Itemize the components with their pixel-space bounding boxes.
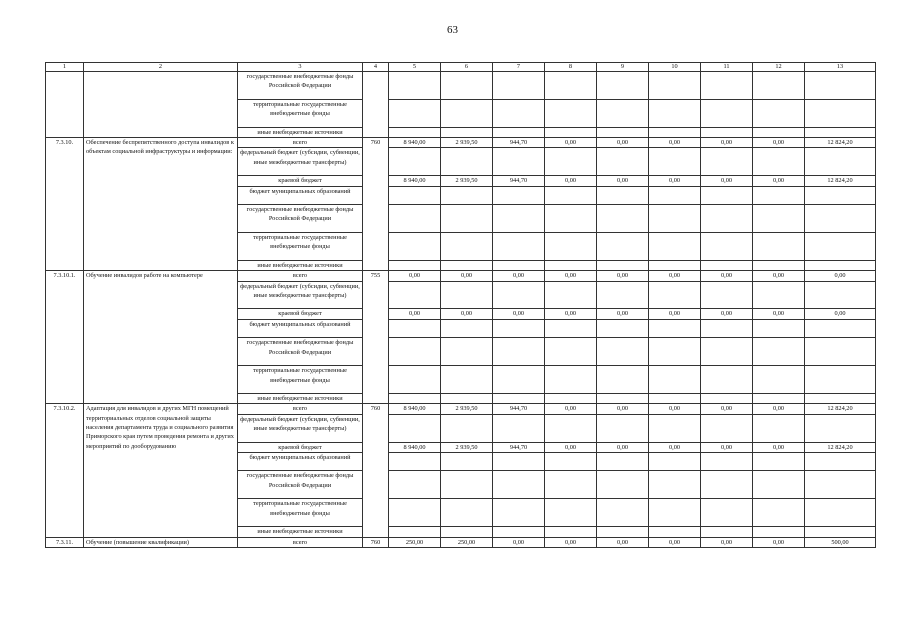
- amount-cell: [545, 99, 597, 127]
- amount-cell: 0,00: [805, 271, 876, 281]
- amount-cell: [545, 366, 597, 394]
- amount-cell: [701, 366, 753, 394]
- amount-cell: [597, 281, 649, 309]
- column-header: 5: [389, 63, 441, 72]
- funding-source: краевой бюджет: [238, 442, 363, 452]
- funding-source: краевой бюджет: [238, 309, 363, 319]
- amount-cell: 8 940,00: [389, 442, 441, 452]
- amount-cell: [805, 338, 876, 366]
- row-code: 7.3.10.: [46, 138, 84, 271]
- amount-cell: [805, 366, 876, 394]
- amount-cell: [805, 148, 876, 176]
- row-column-4: [363, 72, 389, 138]
- table-body: [46, 72, 876, 548]
- amount-cell: [545, 260, 597, 270]
- amount-cell: [701, 452, 753, 471]
- column-header: 12: [753, 63, 805, 72]
- amount-cell: [701, 72, 753, 100]
- amount-cell: [493, 72, 545, 100]
- amount-cell: 0,00: [701, 404, 753, 414]
- amount-cell: 0,00: [701, 176, 753, 186]
- amount-cell: [545, 338, 597, 366]
- amount-cell: 0,00: [493, 537, 545, 547]
- amount-cell: [493, 338, 545, 366]
- amount-cell: [597, 148, 649, 176]
- amount-cell: [597, 414, 649, 442]
- amount-cell: [649, 233, 701, 261]
- amount-cell: [389, 499, 441, 527]
- amount-cell: [753, 366, 805, 394]
- amount-cell: [805, 499, 876, 527]
- funding-source: иные внебюджетные источники: [238, 260, 363, 270]
- amount-cell: [649, 471, 701, 499]
- amount-cell: 0,00: [597, 309, 649, 319]
- funding-source: иные внебюджетные источники: [238, 127, 363, 137]
- amount-cell: [649, 319, 701, 338]
- amount-cell: [493, 414, 545, 442]
- amount-cell: 0,00: [649, 404, 701, 414]
- row-column-4: 755: [363, 271, 389, 404]
- column-header: 3: [238, 63, 363, 72]
- budget-table: [45, 62, 876, 548]
- funding-source: территориальные государственные внебюджетные фонды: [238, 499, 363, 527]
- funding-source: федеральный бюджет (субсидии, субвенции, иные межбюджетные трансферты): [238, 148, 363, 176]
- funding-source: государственные внебюджетные фонды Российской Федерации: [238, 338, 363, 366]
- row-column-4: 760: [363, 138, 389, 271]
- amount-cell: 8 940,00: [389, 404, 441, 414]
- amount-cell: [753, 471, 805, 499]
- funding-source: федеральный бюджет (субсидии, субвенции, иные межбюджетные трансферты): [238, 281, 363, 309]
- column-header: 13: [805, 63, 876, 72]
- table-row: [46, 404, 876, 414]
- amount-cell: [389, 414, 441, 442]
- amount-cell: 12 824,20: [805, 138, 876, 148]
- amount-cell: [649, 281, 701, 309]
- amount-cell: [545, 471, 597, 499]
- amount-cell: [441, 366, 493, 394]
- amount-cell: [493, 233, 545, 261]
- amount-cell: [597, 499, 649, 527]
- amount-cell: [701, 527, 753, 537]
- amount-cell: [649, 499, 701, 527]
- amount-cell: [649, 99, 701, 127]
- amount-cell: [701, 414, 753, 442]
- amount-cell: 0,00: [597, 442, 649, 452]
- amount-cell: [805, 233, 876, 261]
- amount-cell: 0,00: [545, 404, 597, 414]
- amount-cell: 0,00: [649, 309, 701, 319]
- amount-cell: 0,00: [649, 176, 701, 186]
- amount-cell: [701, 148, 753, 176]
- column-header: 11: [701, 63, 753, 72]
- amount-cell: 500,00: [805, 537, 876, 547]
- amount-cell: [389, 127, 441, 137]
- amount-cell: 2 939,50: [441, 404, 493, 414]
- amount-cell: [545, 499, 597, 527]
- row-code: 7.3.11.: [46, 537, 84, 547]
- amount-cell: [493, 127, 545, 137]
- amount-cell: [701, 499, 753, 527]
- amount-cell: [545, 281, 597, 309]
- amount-cell: [753, 127, 805, 137]
- funding-source: государственные внебюджетные фонды Российской Федерации: [238, 72, 363, 100]
- amount-cell: [545, 414, 597, 442]
- amount-cell: 12 824,20: [805, 442, 876, 452]
- amount-cell: 0,00: [649, 442, 701, 452]
- row-column-4: 760: [363, 537, 389, 547]
- amount-cell: [805, 394, 876, 404]
- amount-cell: [753, 394, 805, 404]
- amount-cell: [545, 148, 597, 176]
- funding-source: территориальные государственные внебюджетные фонды: [238, 233, 363, 261]
- amount-cell: 0,00: [493, 271, 545, 281]
- amount-cell: 2 939,50: [441, 138, 493, 148]
- amount-cell: 0,00: [649, 138, 701, 148]
- amount-cell: 0,00: [545, 138, 597, 148]
- amount-cell: [649, 205, 701, 233]
- amount-cell: [441, 499, 493, 527]
- amount-cell: 0,00: [441, 271, 493, 281]
- amount-cell: [493, 394, 545, 404]
- amount-cell: [701, 186, 753, 205]
- table-row: [46, 138, 876, 148]
- amount-cell: [545, 127, 597, 137]
- amount-cell: 0,00: [753, 309, 805, 319]
- funding-source: бюджет муниципальных образований: [238, 186, 363, 205]
- amount-cell: [389, 471, 441, 499]
- amount-cell: [545, 452, 597, 471]
- table-row: [46, 537, 876, 547]
- amount-cell: 0,00: [753, 176, 805, 186]
- amount-cell: 12 824,20: [805, 404, 876, 414]
- amount-cell: [649, 148, 701, 176]
- amount-cell: [493, 319, 545, 338]
- amount-cell: [649, 260, 701, 270]
- amount-cell: 2 939,50: [441, 442, 493, 452]
- amount-cell: [701, 281, 753, 309]
- amount-cell: [805, 527, 876, 537]
- funding-source: всего: [238, 271, 363, 281]
- amount-cell: [753, 414, 805, 442]
- row-name: Обучение (повышение квалификации): [84, 537, 238, 547]
- amount-cell: [493, 471, 545, 499]
- amount-cell: [389, 260, 441, 270]
- amount-cell: [805, 471, 876, 499]
- amount-cell: [545, 233, 597, 261]
- amount-cell: [597, 319, 649, 338]
- amount-cell: [649, 394, 701, 404]
- funding-source: всего: [238, 404, 363, 414]
- amount-cell: [649, 72, 701, 100]
- funding-source: федеральный бюджет (субсидии, субвенции, иные межбюджетные трансферты): [238, 414, 363, 442]
- amount-cell: [805, 186, 876, 205]
- column-number-row: [46, 63, 876, 72]
- amount-cell: [389, 72, 441, 100]
- column-header: 9: [597, 63, 649, 72]
- amount-cell: [597, 99, 649, 127]
- amount-cell: [545, 72, 597, 100]
- amount-cell: 0,00: [597, 404, 649, 414]
- amount-cell: [753, 499, 805, 527]
- row-code: [46, 72, 84, 138]
- amount-cell: [649, 127, 701, 137]
- amount-cell: [441, 72, 493, 100]
- amount-cell: 944,70: [493, 138, 545, 148]
- amount-cell: 0,00: [597, 271, 649, 281]
- amount-cell: [597, 366, 649, 394]
- amount-cell: [545, 205, 597, 233]
- amount-cell: [753, 148, 805, 176]
- amount-cell: 0,00: [753, 271, 805, 281]
- amount-cell: 0,00: [753, 442, 805, 452]
- amount-cell: [753, 338, 805, 366]
- amount-cell: [805, 99, 876, 127]
- amount-cell: [753, 205, 805, 233]
- amount-cell: [441, 127, 493, 137]
- amount-cell: [805, 281, 876, 309]
- amount-cell: [545, 319, 597, 338]
- amount-cell: 0,00: [701, 309, 753, 319]
- funding-source: краевой бюджет: [238, 176, 363, 186]
- amount-cell: [701, 127, 753, 137]
- row-column-4: 760: [363, 404, 389, 537]
- amount-cell: [389, 148, 441, 176]
- amount-cell: [441, 205, 493, 233]
- amount-cell: [493, 527, 545, 537]
- amount-cell: [649, 338, 701, 366]
- funding-source: бюджет муниципальных образований: [238, 319, 363, 338]
- amount-cell: 0,00: [753, 138, 805, 148]
- amount-cell: [441, 260, 493, 270]
- amount-cell: [701, 319, 753, 338]
- amount-cell: [597, 186, 649, 205]
- amount-cell: [597, 394, 649, 404]
- amount-cell: 0,00: [701, 271, 753, 281]
- amount-cell: [701, 394, 753, 404]
- amount-cell: [597, 338, 649, 366]
- amount-cell: 0,00: [545, 309, 597, 319]
- amount-cell: [389, 205, 441, 233]
- amount-cell: [597, 471, 649, 499]
- funding-source: территориальные государственные внебюджетные фонды: [238, 366, 363, 394]
- amount-cell: [389, 338, 441, 366]
- amount-cell: [753, 319, 805, 338]
- amount-cell: [701, 471, 753, 499]
- column-header: 6: [441, 63, 493, 72]
- table-row: [46, 271, 876, 281]
- amount-cell: [597, 260, 649, 270]
- amount-cell: [441, 414, 493, 442]
- amount-cell: 0,00: [701, 537, 753, 547]
- amount-cell: [441, 148, 493, 176]
- column-header: 4: [363, 63, 389, 72]
- amount-cell: [649, 366, 701, 394]
- amount-cell: 0,00: [441, 309, 493, 319]
- amount-cell: 250,00: [441, 537, 493, 547]
- column-header: 8: [545, 63, 597, 72]
- amount-cell: [441, 186, 493, 205]
- amount-cell: 0,00: [753, 537, 805, 547]
- column-header: 2: [84, 63, 238, 72]
- amount-cell: 0,00: [597, 176, 649, 186]
- amount-cell: [389, 99, 441, 127]
- row-name: Обеспечение беспрепятственного доступа инвалидов к объектам социальной инфраструктуры и информации:: [84, 138, 238, 271]
- amount-cell: [493, 260, 545, 270]
- amount-cell: 0,00: [545, 442, 597, 452]
- amount-cell: [389, 366, 441, 394]
- amount-cell: [545, 394, 597, 404]
- amount-cell: [389, 186, 441, 205]
- amount-cell: [493, 148, 545, 176]
- funding-source: территориальные государственные внебюджетные фонды: [238, 99, 363, 127]
- amount-cell: [441, 527, 493, 537]
- amount-cell: [701, 233, 753, 261]
- amount-cell: [753, 260, 805, 270]
- funding-source: иные внебюджетные источники: [238, 394, 363, 404]
- amount-cell: 0,00: [389, 309, 441, 319]
- amount-cell: [597, 527, 649, 537]
- amount-cell: [753, 281, 805, 309]
- row-code: 7.3.10.1.: [46, 271, 84, 404]
- amount-cell: 12 824,20: [805, 176, 876, 186]
- amount-cell: [701, 205, 753, 233]
- amount-cell: [805, 205, 876, 233]
- column-header: 7: [493, 63, 545, 72]
- amount-cell: [493, 452, 545, 471]
- funding-source: иные внебюджетные источники: [238, 527, 363, 537]
- amount-cell: [597, 72, 649, 100]
- amount-cell: [441, 319, 493, 338]
- page-number: 63: [447, 24, 458, 36]
- funding-source: бюджет муниципальных образований: [238, 452, 363, 471]
- row-code: 7.3.10.2.: [46, 404, 84, 537]
- row-name: [84, 72, 238, 138]
- amount-cell: 2 939,50: [441, 176, 493, 186]
- amount-cell: [493, 205, 545, 233]
- amount-cell: [441, 233, 493, 261]
- amount-cell: [753, 186, 805, 205]
- funding-source: всего: [238, 138, 363, 148]
- amount-cell: [545, 527, 597, 537]
- amount-cell: [441, 281, 493, 309]
- amount-cell: 0,00: [545, 537, 597, 547]
- amount-cell: [649, 414, 701, 442]
- amount-cell: 0,00: [597, 537, 649, 547]
- amount-cell: [701, 260, 753, 270]
- amount-cell: 0,00: [701, 442, 753, 452]
- amount-cell: [597, 127, 649, 137]
- amount-cell: [597, 233, 649, 261]
- amount-cell: 0,00: [545, 271, 597, 281]
- amount-cell: [441, 394, 493, 404]
- amount-cell: [753, 72, 805, 100]
- amount-cell: 0,00: [493, 309, 545, 319]
- amount-cell: [753, 452, 805, 471]
- table-row: [46, 72, 876, 100]
- amount-cell: [701, 99, 753, 127]
- amount-cell: 8 940,00: [389, 176, 441, 186]
- amount-cell: [649, 452, 701, 471]
- amount-cell: [545, 186, 597, 205]
- amount-cell: [389, 319, 441, 338]
- amount-cell: [441, 338, 493, 366]
- amount-cell: [389, 527, 441, 537]
- row-name: Адаптация для инвалидов и других МГН помещений территориальных отделов социальной защиты населения департамента труда и социального развития Приморского края путем проведения ремонта и других мероприятий по дооборудованию: [84, 404, 238, 537]
- amount-cell: [805, 260, 876, 270]
- amount-cell: 0,00: [753, 404, 805, 414]
- amount-cell: 0,00: [805, 309, 876, 319]
- amount-cell: 0,00: [389, 271, 441, 281]
- amount-cell: 0,00: [597, 138, 649, 148]
- amount-cell: [753, 99, 805, 127]
- amount-cell: [649, 186, 701, 205]
- amount-cell: [493, 186, 545, 205]
- amount-cell: 0,00: [545, 176, 597, 186]
- amount-cell: [441, 452, 493, 471]
- column-header: 10: [649, 63, 701, 72]
- amount-cell: [805, 72, 876, 100]
- amount-cell: [805, 452, 876, 471]
- amount-cell: 0,00: [649, 537, 701, 547]
- amount-cell: [493, 99, 545, 127]
- row-name: Обучение инвалидов работе на компьютере: [84, 271, 238, 404]
- funding-source: всего: [238, 537, 363, 547]
- column-header: 1: [46, 63, 84, 72]
- amount-cell: [701, 338, 753, 366]
- amount-cell: [597, 205, 649, 233]
- amount-cell: 944,70: [493, 442, 545, 452]
- funding-source: государственные внебюджетные фонды Российской Федерации: [238, 471, 363, 499]
- amount-cell: 250,00: [389, 537, 441, 547]
- amount-cell: [389, 281, 441, 309]
- amount-cell: [441, 471, 493, 499]
- amount-cell: [441, 99, 493, 127]
- funding-source: государственные внебюджетные фонды Российской Федерации: [238, 205, 363, 233]
- amount-cell: [493, 366, 545, 394]
- amount-cell: [389, 233, 441, 261]
- amount-cell: 8 940,00: [389, 138, 441, 148]
- amount-cell: [805, 319, 876, 338]
- amount-cell: [753, 527, 805, 537]
- amount-cell: [597, 452, 649, 471]
- amount-cell: [389, 394, 441, 404]
- amount-cell: [389, 452, 441, 471]
- amount-cell: 0,00: [649, 271, 701, 281]
- amount-cell: [649, 527, 701, 537]
- amount-cell: 944,70: [493, 176, 545, 186]
- amount-cell: [753, 233, 805, 261]
- amount-cell: [805, 127, 876, 137]
- amount-cell: 944,70: [493, 404, 545, 414]
- amount-cell: [493, 281, 545, 309]
- amount-cell: 0,00: [701, 138, 753, 148]
- amount-cell: [493, 499, 545, 527]
- amount-cell: [805, 414, 876, 442]
